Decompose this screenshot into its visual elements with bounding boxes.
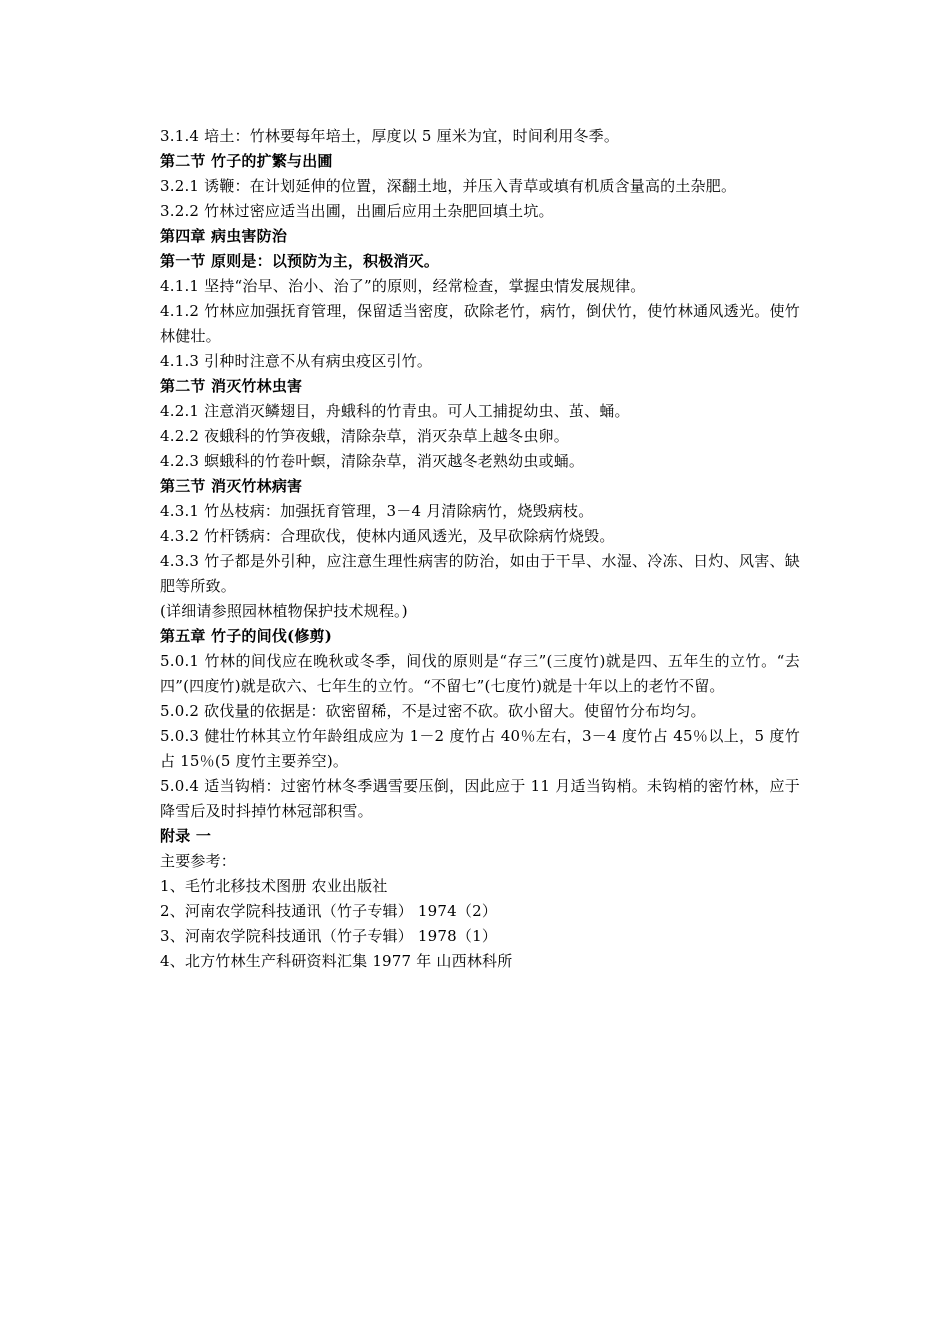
paragraph-4-2-3: 4.2.3 螟蛾科的竹卷叶螟，清除杂草，消灭越冬老熟幼虫或蛹。 bbox=[160, 452, 585, 470]
paragraph-4-1-3: 4.1.3 引种时注意不从有病虫疫区引竹。 bbox=[160, 352, 433, 370]
section-heading-insect-pests: 第二节 消灭竹林虫害 bbox=[160, 377, 303, 395]
section-heading-expansion: 第二节 竹子的扩繁与出圃 bbox=[160, 152, 333, 170]
paragraph-4-2-1: 4.2.1 注意消灭鳞翅目，舟蛾科的竹青虫。可人工捕捉幼虫、茧、蛹。 bbox=[160, 402, 630, 420]
appendix-heading: 附录 一 bbox=[160, 827, 212, 845]
paragraph-note: (详细请参照园林植物保护技术规程。) bbox=[160, 602, 408, 620]
paragraph-4-1-1: 4.1.1 坚持“治早、治小、治了”的原则，经常检查，掌握虫情发展规律。 bbox=[160, 277, 646, 295]
paragraph-4-3-3: 4.3.3 竹子都是外引种，应注意生理性病害的防治，如由于干旱、水湿、冷冻、日灼、风害、缺肥等所致。 bbox=[160, 552, 800, 595]
paragraph-3-1-4: 3.1.4 培土：竹林要每年培土，厚度以 5 厘米为宜，时间利用冬季。 bbox=[160, 127, 620, 145]
paragraph-5-0-3: 5.0.3 健壮竹林其立竹年龄组成应为 1－2 度竹占 40％左右，3－4 度竹占 45％以上，5 度竹占 15％(5 度竹主要养空)。 bbox=[160, 727, 800, 770]
reference-item: 2、河南农学院科技通讯（竹子专辑） 1974（2） bbox=[160, 902, 498, 920]
chapter-heading-pest-control: 第四章 病虫害防治 bbox=[160, 227, 288, 245]
paragraph-5-0-2: 5.0.2 砍伐量的依据是：砍密留稀，不是过密不砍。砍小留大。使留竹分布均匀。 bbox=[160, 702, 706, 720]
reference-item: 4、北方竹林生产科研资料汇集 1977 年 山西林科所 bbox=[160, 952, 513, 970]
reference-item: 3、河南农学院科技通讯（竹子专辑） 1978（1） bbox=[160, 927, 498, 945]
references-label: 主要参考： bbox=[160, 852, 237, 870]
section-heading-diseases: 第三节 消灭竹林病害 bbox=[160, 477, 303, 495]
chapter-heading-thinning: 第五章 竹子的间伐(修剪) bbox=[160, 627, 333, 645]
reference-item: 1、毛竹北移技术图册 农业出版社 bbox=[160, 877, 388, 895]
paragraph-3-2-2: 3.2.2 竹林过密应适当出圃，出圃后应用土杂肥回填土坑。 bbox=[160, 202, 554, 220]
document-body bbox=[160, 124, 800, 974]
paragraph-3-2-1: 3.2.1 诱鞭：在计划延伸的位置，深翻土地，并压入青草或填有机质含量高的土杂肥。 bbox=[160, 177, 737, 195]
paragraph-4-1-2: 4.1.2 竹林应加强抚育管理，保留适当密度，砍除老竹，病竹，倒伏竹，使竹林通风透光。使竹林健壮。 bbox=[160, 302, 800, 345]
paragraph-4-3-1: 4.3.1 竹丛枝病：加强抚育管理，3－4 月清除病竹，烧毁病枝。 bbox=[160, 502, 594, 520]
paragraph-4-3-2: 4.3.2 竹杆锈病：合理砍伐，使林内通风透光，及早砍除病竹烧毁。 bbox=[160, 527, 615, 545]
paragraph-5-0-1: 5.0.1 竹林的间伐应在晚秋或冬季，间伐的原则是“存三”(三度竹)就是四、五年生的立竹。“去四”(四度竹)就是砍六、七年生的立竹。“不留七”(七度竹)就是十年以上的老竹不留。 bbox=[160, 652, 800, 695]
section-heading-principle: 第一节 原则是：以预防为主，积极消灭。 bbox=[160, 252, 440, 270]
paragraph-4-2-2: 4.2.2 夜蛾科的竹笋夜蛾，清除杂草，消灭杂草上越冬虫卵。 bbox=[160, 427, 569, 445]
paragraph-5-0-4: 5.0.4 适当钩梢：过密竹林冬季遇雪要压倒，因此应于 11 月适当钩梢。未钩梢的密竹林，应于降雪后及时抖掉竹林冠部积雪。 bbox=[160, 777, 800, 820]
